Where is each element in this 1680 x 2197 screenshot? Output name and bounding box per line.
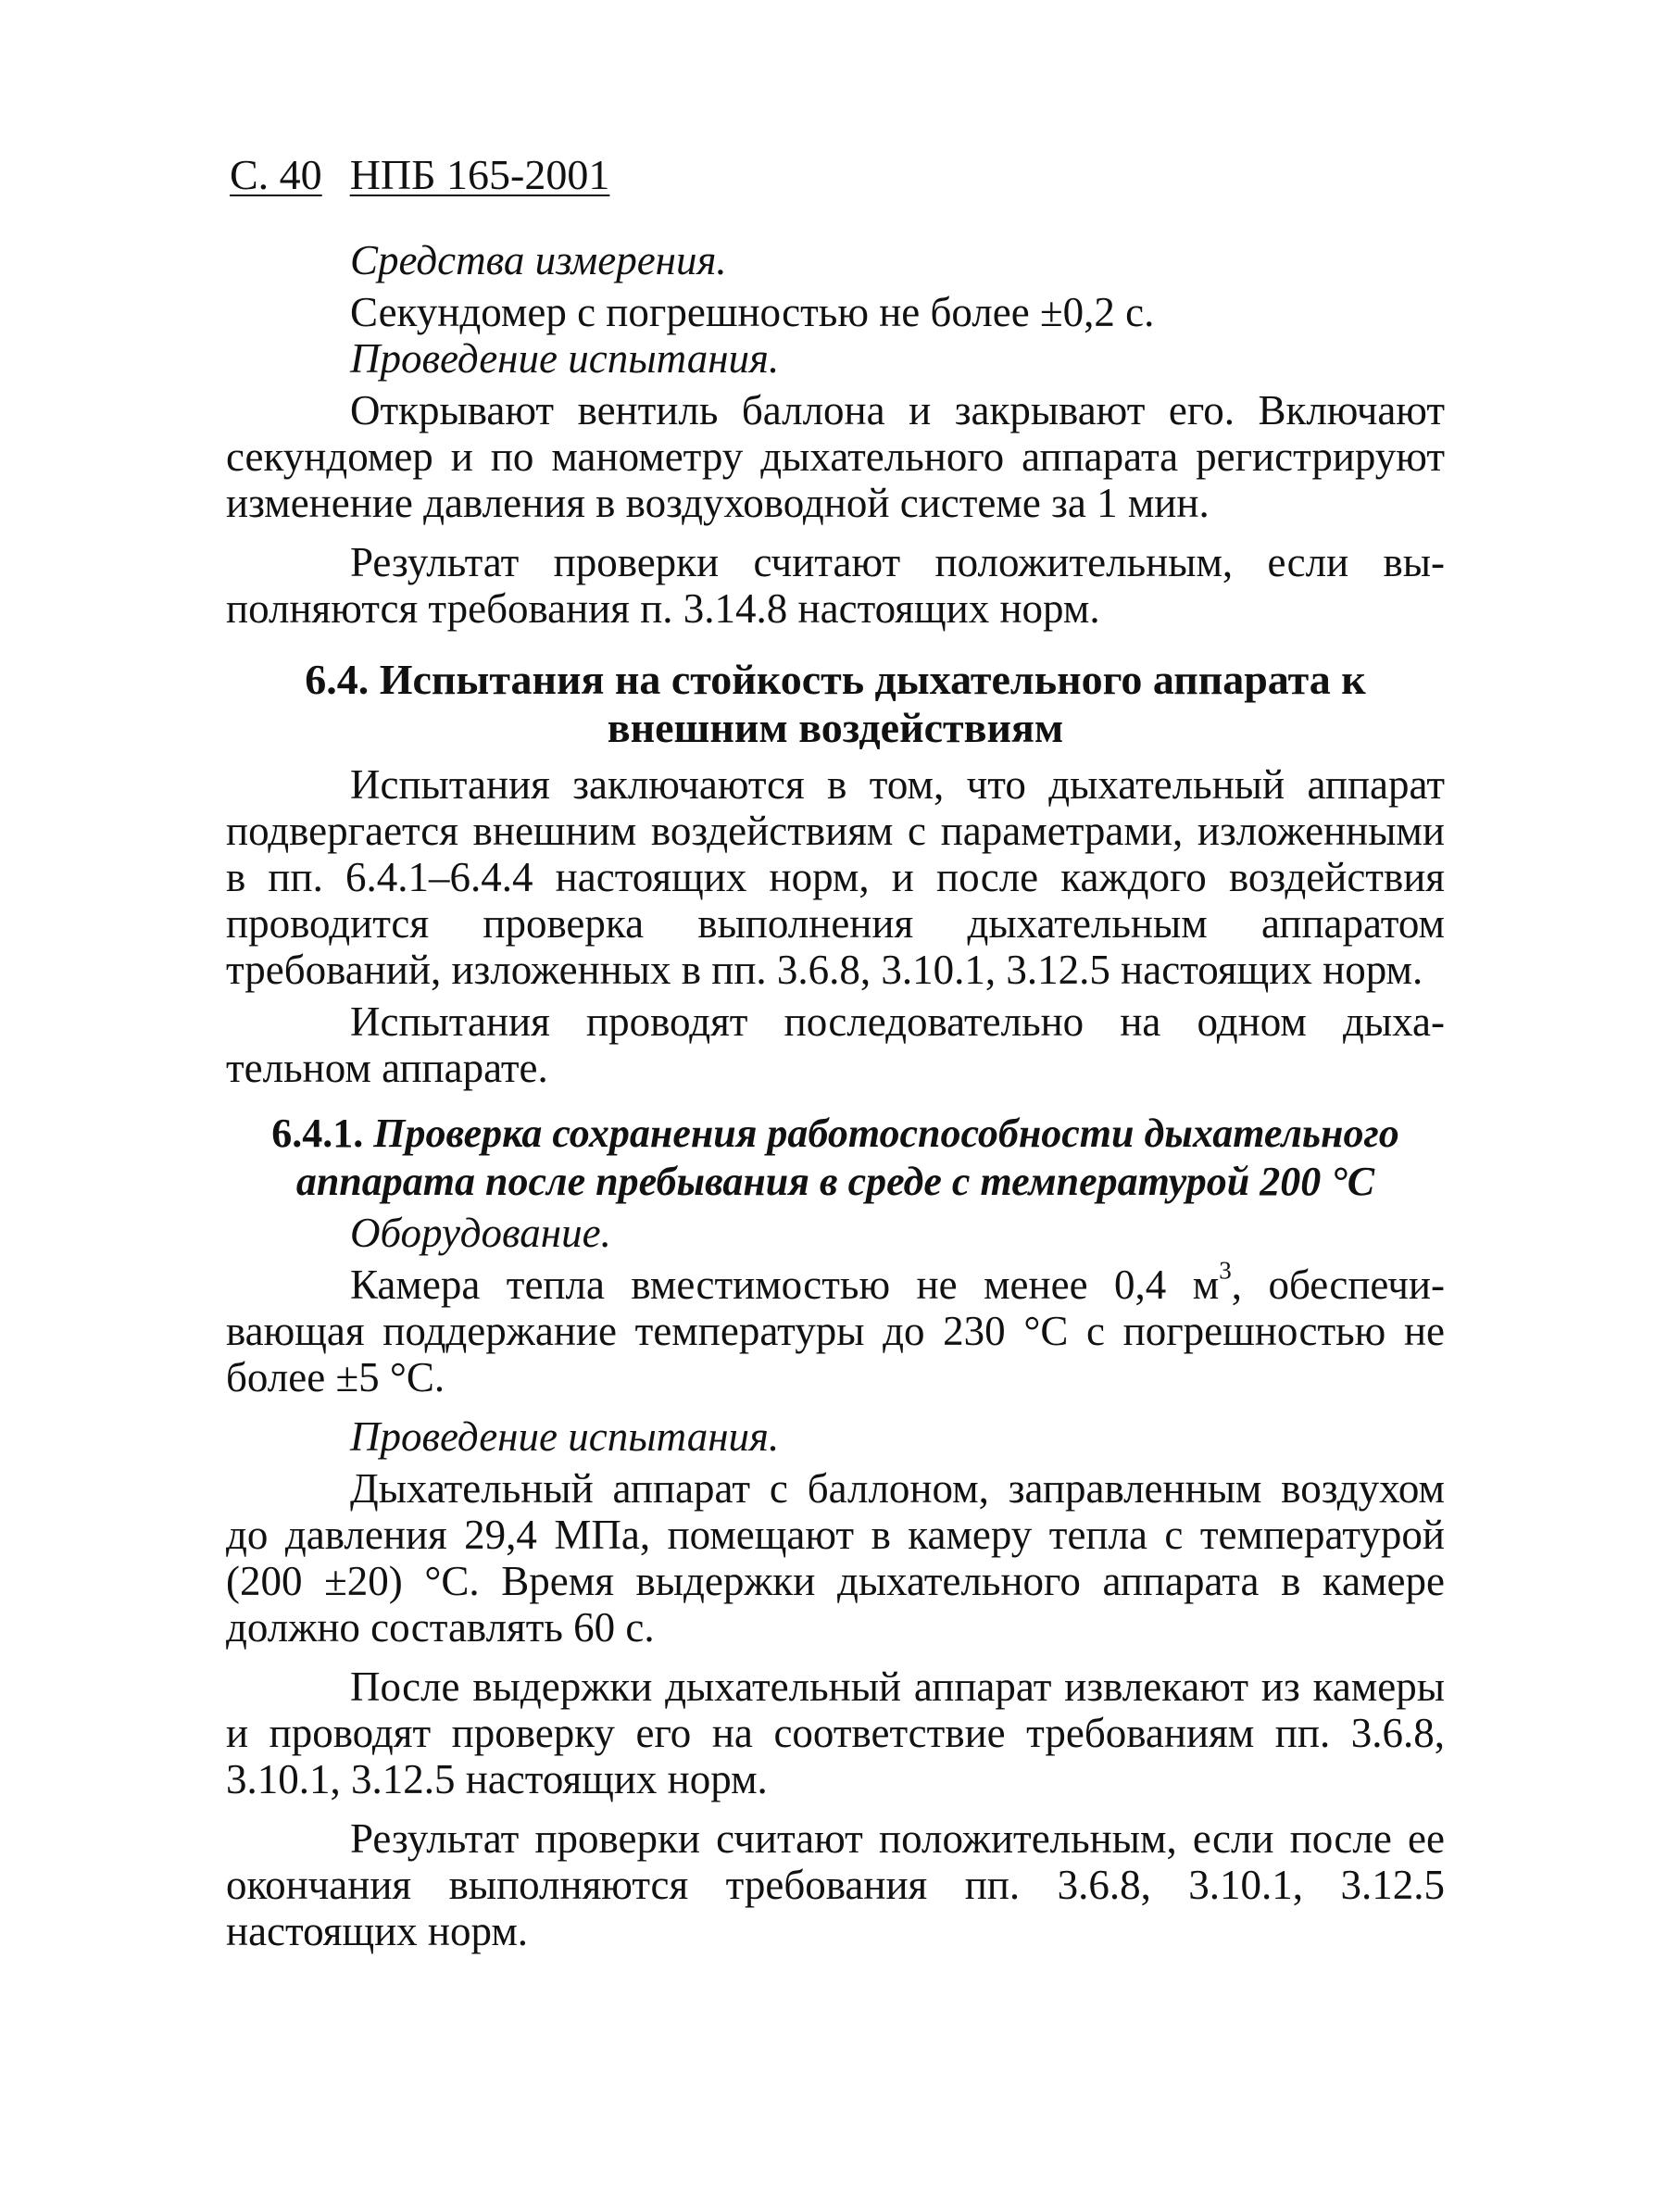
measuring-tools-heading: Средства измерения. <box>350 237 727 283</box>
cubic-superscript: 3 <box>1219 1256 1232 1285</box>
page-header <box>230 151 610 198</box>
result-text-2: Результат проверки считают положительным, если после ее окончания выполняются требования пп. 3.6.8, 3.10.1, 3.12.5 настоящих норм. <box>226 1815 1445 1954</box>
procedure-heading-2: Проведение испытания. <box>350 1413 780 1460</box>
equipment-heading: Оборудование. <box>350 1210 611 1256</box>
measuring-tools-text: Секундомер с погрешностью не более ±0,2 с. <box>350 289 1155 335</box>
equipment-text-part-1: Камера тепла вместимостью не менее 0,4 м <box>350 1262 1220 1308</box>
section-title: Проверка сохранения работоспособности дыхательного аппарата после пребывания в среде с температурой 200 °С <box>295 1111 1399 1204</box>
section-6-4-1-heading <box>226 1110 1445 1206</box>
procedure-text-1: Открывают вентиль баллона и закрывают его. Включают секундомер и по манометру дыхательного аппарата регистрируют изменение давления в воздуховодной системе за 1 мин. <box>226 387 1445 526</box>
result-text-1: Результат проверки считают положительным, если выполняются требования п. 3.14.8 настоящих норм. <box>226 539 1445 632</box>
procedure-text-2: Дыхательный аппарат с баллоном, заправленным воздухом до давления 29,4 МПа, помещают в камеру тепла с температурой (200 ±20) °С. Время выдержки дыхательного аппарата в камере должно составлять 60 с. <box>226 1465 1445 1651</box>
after-exposure-text: После выдержки дыхательный аппарат извлекают из камеры и проводят проверку его на соответствие требованиям пп. 3.6.8, 3.10.1, 3.12.5 настоящих норм. <box>226 1663 1445 1802</box>
equipment-text <box>226 1256 1445 1400</box>
document-body <box>226 237 1445 1954</box>
section-6-4-paragraph-2: Испытания проводят последовательно на одном дыхательном аппарате. <box>226 998 1445 1091</box>
section-6-4-paragraph-1: Испытания заключаются в том, что дыхательный аппарат подвергается внешним воздействиям с параметрами, изложенными в пп. 6.4.1–6.4.4 настоящих норм, и после каждого воздействия проводится проверка выполнения дыхательным аппаратом требований, изложенных в пп. 3.6.8, 3.10.1, 3.12.5 настоящих норм. <box>226 761 1445 993</box>
procedure-heading-1: Проведение испытания. <box>350 335 780 382</box>
section-6-4-heading: 6.4. Испытания на стойкость дыхательного аппарата к внешним воздействиям <box>305 656 1366 751</box>
equipment-text-part-2: , обеспечивающая поддержание температуры до 230 °С с погрешностью не более ±5 °С. <box>226 1262 1445 1400</box>
section-number: 6.4.1. <box>271 1111 364 1156</box>
page-number: С. 40 <box>230 151 322 198</box>
standard-code: НПБ 165-2001 <box>349 151 610 198</box>
